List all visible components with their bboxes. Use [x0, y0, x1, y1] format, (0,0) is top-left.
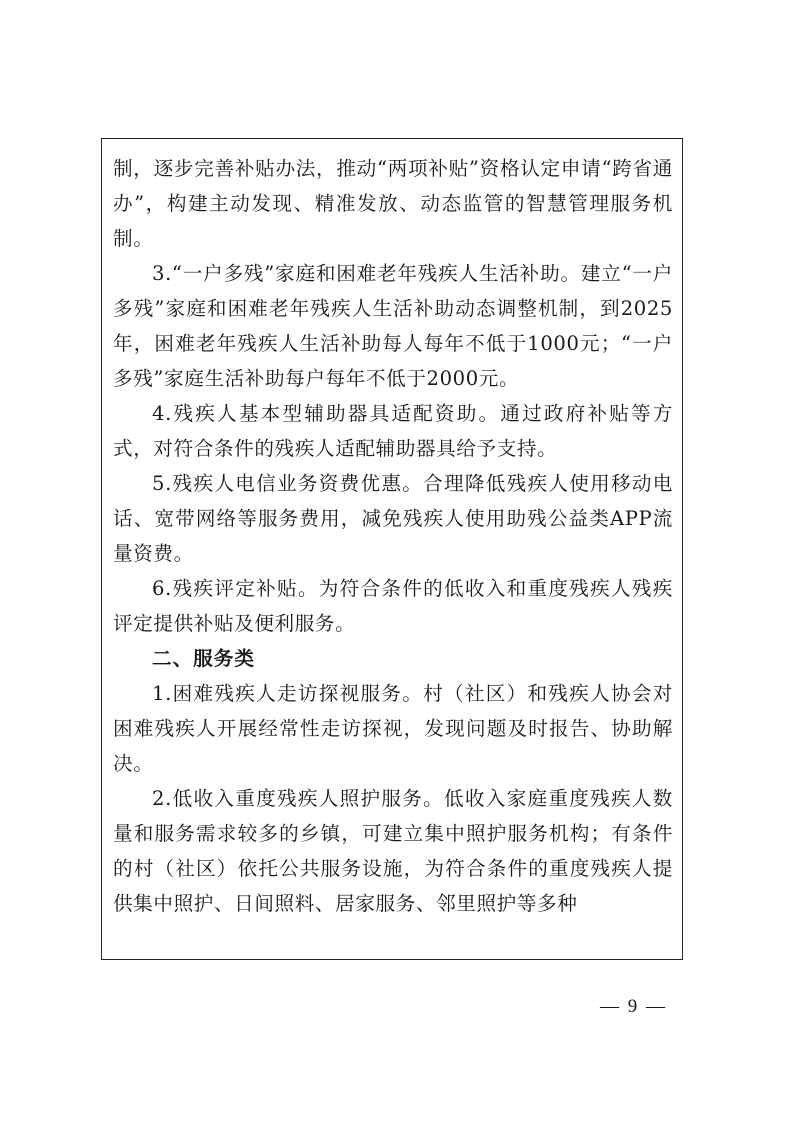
paragraph-item-6: 6.残疾评定补贴。为符合条件的低收入和重度残疾人残疾评定提供补贴及便利服务。 [113, 577, 673, 635]
paragraph-continuation: 制，逐步完善补贴办法，推动“两项补贴”资格认定申请“跨省通办”，构建主动发现、精准发放、动态监管的智慧管理服务机制。 [113, 157, 673, 250]
document-body [113, 151, 673, 921]
paragraph-item-5: 5.残疾人电信业务资费优惠。合理降低残疾人使用移动电话、宽带网络等服务费用，减免残疾人使用助残公益类APP流量资费。 [113, 472, 673, 565]
paragraph-service-2: 2.低收入重度残疾人照护服务。低收入家庭重度残疾人数量和服务需求较多的乡镇，可建立集中照护服务机构；有条件的村（社区）依托公共服务设施，为符合条件的重度残疾人提供集中照护、日间照料、居家服务、邻里照护等多种 [113, 787, 673, 915]
bordered-text-frame [101, 138, 683, 960]
page-number: — 9 — [600, 996, 667, 1017]
paragraph-item-4: 4.残疾人基本型辅助器具适配资助。通过政府补贴等方式，对符合条件的残疾人适配辅助器具给予支持。 [113, 402, 673, 460]
paragraph-item-3: 3.“一户多残”家庭和困难老年残疾人生活补助。建立“一户多残”家庭和困难老年残疾人生活补助动态调整机制，到2025年，困难老年残疾人生活补助每人每年不低于1000元；“一户多残”家庭生活补助每户每年不低于2000元。 [113, 262, 673, 390]
paragraph-service-1: 1.困难残疾人走访探视服务。村（社区）和残疾人协会对困难残疾人开展经常性走访探视，发现问题及时报告、协助解决。 [113, 682, 673, 775]
section-heading-services: 二、服务类 [152, 647, 255, 670]
